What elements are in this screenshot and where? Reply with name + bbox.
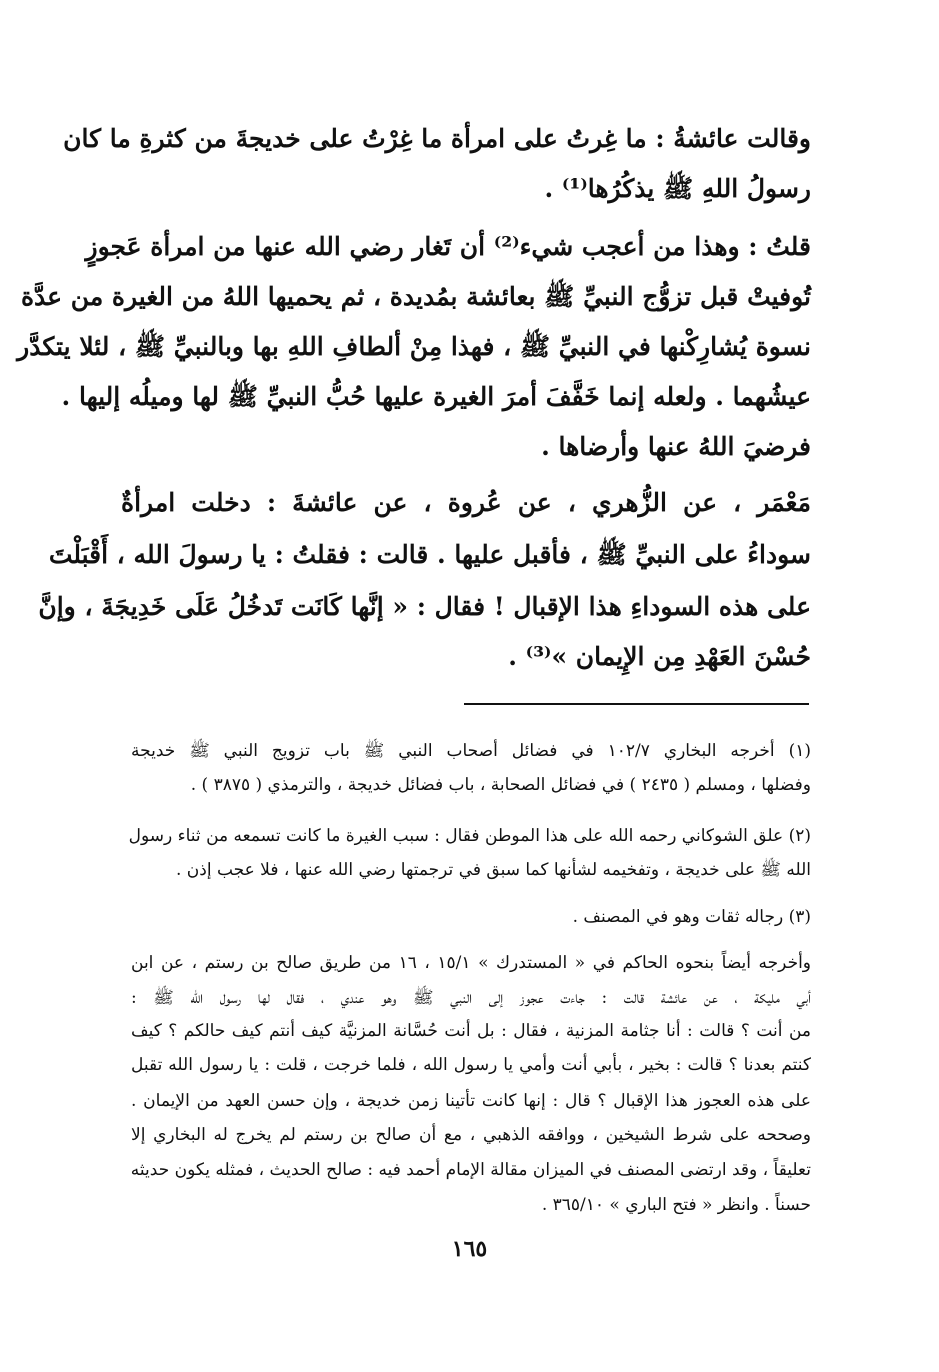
footnote-line: (٢) علق الشوكاني رحمه الله على هذا الموطن فقال : سبب الغيرة ما كانت تسمعه من ثناء رسول	[128, 826, 811, 846]
main-text-line: فرضيَ اللهُ عنها وأرضاها .	[541, 432, 811, 461]
footnote-line: وأخرجه أيضاً بنحوه الحاكم في « المستدرك » ١٥/١ ، ١٦ من طريق صالح بن رستم ، عن ابن	[131, 953, 812, 973]
main-text-line: تُوفيتْ قبل تزوُّج النبيِّ ﷺ بعائشة بمُديدة ، ثم يحميها اللهُ من الغيرة من عدَّة	[20, 282, 811, 311]
main-text-line: قلتُ : وهذا من أعجب شيء⁽²⁾ أن تَغار رضي الله عنها من امرأة عَجوزٍ	[85, 232, 811, 261]
main-text-line: وقالت عائشةُ : ما غِرتُ على امرأة ما غِرْتُ على خديجةَ من كثرةِ ما كان	[63, 124, 811, 153]
main-text-line: رسولُ اللهِ ﷺ يذكُرُها⁽¹⁾ .	[544, 174, 811, 203]
footnote-line: وصححه على شرط الشيخين ، ووافقه الذهبي ، مع أن صالح بن رستم لم يخرج له البخاري إلا	[131, 1125, 811, 1145]
main-text-line: حُسْنَ العَهْدِ مِن الإِيمان »⁽³⁾ .	[508, 642, 811, 671]
footnote-line: حسناً . وانظر « فتح الباري » ٣٦٥/١٠ .	[541, 1195, 811, 1215]
footnote-line: الله ﷺ على خديجة ، وتفخيمه لشأنها كما سبق في ترجمتها رضي الله عنها ، فلا عجب إذن .	[175, 860, 811, 880]
footnote-line: كنتم بعدنا ؟ قالت : بخير ، بأبي أنت وأمي يا رسول الله ، فلما خرجت ، قلت : يا رسول الله تقبل	[131, 1055, 811, 1075]
footnote-line: من أنت ؟ قالت : أنا جثامة المزنية ، فقال : بل أنت حُسَّانة المزنيَّة كيف أنتم كيف حالكم ؟ كيف	[131, 1021, 811, 1041]
footnote-divider	[464, 703, 809, 705]
main-text-line: مَعْمَر ، عن الزُّهري ، عن عُروة ، عن عائشةَ : دخلت امرأةٌ	[121, 488, 811, 517]
footnote-line: على هذه العجوز هذا الإقبال ؟ قال : إنها كانت تأتينا زمن خديجة ، وإن حسن العهد من الإيمان .	[131, 1091, 811, 1111]
main-text-line: على هذه السوداءِ هذا الإقبال ! فقال : « إنَّها كَانَت تَدخُلُ عَلَى خَدِيجَةَ ، وإنَّ	[38, 592, 811, 621]
footnote-line: أبي مليكة ، عن عائشة قالت : جاءت عجوز إلى النبي ﷺ وهو عندي ، فقال لها رسول الله ﷺ :	[131, 988, 811, 1008]
main-text-line: عيشُهما . ولعله إنما خَفَّفَ أمرَ الغيرة عليها حُبُّ النبيِّ ﷺ لها وميلُه إليها .	[61, 382, 811, 411]
main-text-line: نسوة يُشارِكْنها في النبيِّ ﷺ ، فهذا مِنْ ألطافِ اللهِ بها وبالنبيِّ ﷺ ، لئلا يتكدَّر	[17, 332, 811, 361]
footnote-line: وفضلها ، ومسلم ( ٢٤٣٥ ) في فضائل الصحابة ، باب فضائل خديجة ، والترمذي ( ٣٨٧٥ ) .	[190, 775, 811, 795]
footnote-line: (١) أخرجه البخاري ١٠٢/٧ في فضائل أصحاب النبي ﷺ باب تزويج النبي ﷺ خديجة	[131, 741, 812, 761]
page-number: ١٦٥	[451, 1236, 488, 1262]
footnote-line: تعليقاً ، وقد ارتضى المصنف في الميزان مقالة الإمام أحمد فيه : صالح الحديث ، فمثله يكون حديثه	[130, 1160, 811, 1180]
footnote-line: (٣) رجاله ثقات وهو في المصنف .	[572, 907, 811, 927]
main-text-line: سوداءُ على النبيِّ ﷺ ، فأقبل عليها . قالت : فقلتُ : يا رسولَ الله ، أَقْبَلْتَ	[48, 540, 811, 569]
